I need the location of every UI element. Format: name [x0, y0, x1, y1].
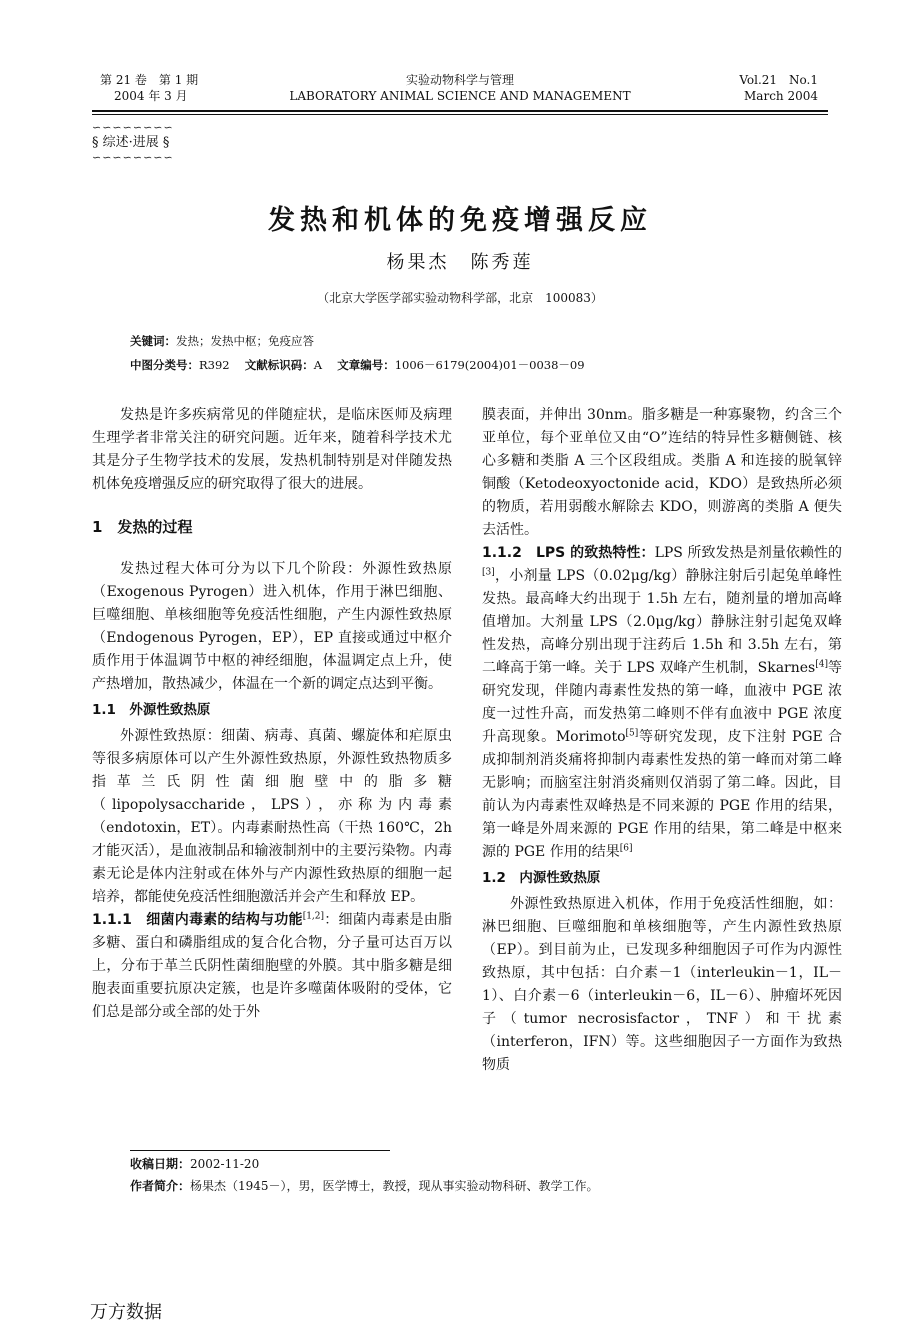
column-section-tag — [92, 122, 204, 166]
author-bio-text: 杨果杰（1945－），男，医学博士，教授，现从事实验动物科研、教学工作。 — [190, 1179, 599, 1193]
subsection-1-1-1-heading: 1.1.1 细菌内毒素的结构与功能 — [92, 912, 303, 928]
subsection-1-1-2-paragraph — [482, 542, 842, 864]
section-1-paragraph: 发热过程大体可分为以下几个阶段：外源性致热原（Exogenous Pyrogen）进入机体，作用于淋巴细胞、巨噬细胞、单核细胞等免疫活性细胞，产生内源性致热原（Endogenous Pyrogen，EP），EP 直接或通过中枢介质作用于体温调节中枢的神经细胞，体温调定点上升，使产热增加，散热减少，体温在一个新的调定点达到平衡。 — [92, 561, 452, 692]
left-column — [92, 404, 452, 1024]
tag-border-bottom: ∽∽∽∽∽∽∽∽ — [92, 151, 174, 164]
article-authors: 杨果杰 陈秀莲 — [386, 252, 534, 273]
doc-code-label: 文献标识码： — [244, 358, 314, 372]
tag-label-text: 综述·进展 — [102, 135, 159, 150]
section-1-heading: 1 发热的过程 — [92, 518, 193, 536]
footnote-author-bio — [130, 1178, 599, 1194]
citation-3: [3] — [482, 567, 495, 578]
issue-volume-en: Vol.21 No.1 — [739, 73, 818, 87]
keywords-label: 关键词： — [130, 334, 176, 348]
citation-6: [6] — [619, 843, 633, 854]
journal-name-cn: 实验动物科学与管理 — [405, 73, 514, 87]
right-column — [482, 404, 842, 1077]
issue-date: 2004 年 3 月 — [114, 89, 188, 103]
classification-line — [130, 357, 585, 373]
section-1-1-paragraph: 外源性致热原：细菌、病毒、真菌、螺旋体和疟原虫等很多病原体可以产生外源性致热原，外源性致热物质多指革兰氏阴性菌细胞壁中的脂多糖（lipopolysaccharide，LPS），亦称为内毒素（endotoxin，ET）。内毒素耐热性高（干热 160℃，2h 才能灭活），是血液制品和输液制剂中的主要污染物。内毒素无论是体内注射或在体外与产内源性致热原的细胞一起培养，都能使免疫活性细胞激活并会产生和释放 EP。 — [92, 728, 452, 905]
subsection-1-1-2-text-b: ，小剂量 LPS（0.02μg/kg）静脉注射后引起兔单峰性发热。最高峰大约出现于 1.5h 左右，随剂量的增加高峰值增加。大剂量 LPS（2.0μg/kg）静脉注射引起兔双峰性发热，高峰分别出现于注药后 1.5h 和 3.5h 左右，第二峰高于第一峰。关于 LPS 双峰产生机制，Skarnes — [482, 568, 842, 676]
citation-1-2: [1,2] — [302, 911, 325, 922]
subsection-1-1-2-heading: 1.1.2 LPS 的致热特性： — [482, 545, 655, 561]
issue-info-en — [700, 72, 818, 104]
tag-label: § 综述·进展 § — [92, 135, 170, 150]
article-title: 发热和机体的免疫增强反应 — [268, 205, 652, 236]
footnote-received — [130, 1156, 259, 1172]
section-1-2-heading: 1.2 内源性致热原 — [482, 870, 601, 886]
tag-border-top: ∽∽∽∽∽∽∽∽ — [92, 121, 174, 134]
subsection-1-1-2-text-d: 等研究发现，皮下注射 PGE 合成抑制剂消炎痛将抑制内毒素性发热的第一峰而对第二峰无影响；而脑室注射消炎痛则仅消弱了第二峰。因此，目前认为内毒素性双峰热是不同来源的 PGE 作用的结果，第一峰是外周来源的 PGE 作用的结果，第二峰是中枢来源的 PGE 作用的结果 — [482, 729, 842, 860]
subsection-1-1-2-text-a: LPS 所致发热是剂量依赖性的 — [654, 545, 842, 561]
section-1-2-paragraph: 外源性致热原进入机体，作用于免疫活性细胞，如：淋巴细胞、巨噬细胞和单核细胞等，产生内源性致热原（EP）。到目前为止，已发现多种细胞因子可作为内源性致热原，其中包括：白介素－1（interleukin－1，IL－1）、白介素－6（interleukin－6，IL－6）、肿瘤坏死因子（tumor necrosisfactor，TNF）和干扰素（interferon，IFN）等。这些细胞因子一方面作为致热物质 — [482, 896, 842, 1073]
wanfang-watermark: 万方数据 — [90, 1302, 162, 1323]
subsection-1-1-2-text-c: 等研究发现，伴随内毒素性发热的第一峰，血液中 PGE 浓度一过性升高，而发热第二峰则不伴有血液中 PGE 浓度升高现象。Morimoto — [482, 660, 843, 745]
doc-code-value: A — [313, 358, 323, 372]
received-label: 收稿日期： — [130, 1157, 191, 1171]
keywords-value: 发热；发热中枢；免疫应答 — [176, 334, 314, 348]
citation-5: [5] — [625, 728, 639, 739]
citation-4: [4] — [815, 659, 828, 670]
header-rule-thick — [92, 110, 828, 112]
issue-volume: 第 21 卷 第 1 期 — [100, 73, 199, 87]
article-number-label: 文章编号： — [337, 358, 395, 372]
issue-date-en: March 2004 — [744, 89, 818, 103]
author-bio-label: 作者简介： — [130, 1179, 191, 1193]
subsection-1-1-1-text: ：细菌内毒素是由脂多糖、蛋白和磷脂组成的复合化合物，分子量可达百万以上，分布于革兰氏阴性菌细胞壁的外膜。其中脂多糖是细胞表面重要抗原决定簇，也是许多噬菌体吸附的受体，它们总是部分或全部的处于外 — [92, 912, 452, 1020]
article-number-value: 1006－6179(2004)01－0038－09 — [394, 358, 585, 372]
subsection-1-1-1-paragraph — [92, 909, 452, 1024]
received-date: 2002-11-20 — [190, 1157, 260, 1171]
header-rule-thin — [92, 114, 828, 115]
footnote-rule — [130, 1150, 390, 1151]
continued-paragraph: 膜表面，并伸出 30nm。脂多糖是一种寡聚物，约含三个亚单位，每个亚单位又由“O”连结的特异性多糖侧链、核心多糖和类脂 A 三个区段组成。类脂 A 和连接的脱氧锌铜酸（Ketodeoxyoctonide acid，KDO）是致热所必须的物质，若用弱酸水解除去 KDO，则游离的类脂 A 便失去活性。 — [482, 407, 842, 538]
journal-name-en: LABORATORY ANIMAL SCIENCE AND MANAGEMENT — [289, 89, 631, 103]
intro-paragraph: 发热是许多疾病常见的伴随症状，是临床医师及病理生理学者非常关注的研究问题。近年来，随着科学技术尤其是分子生物学技术的发展，发热机制特别是对伴随发热机体免疫增强反应的研究取得了很大的进展。 — [92, 407, 452, 492]
section-1-1-heading: 1.1 外源性致热原 — [92, 702, 211, 718]
clc-value: R392 — [199, 358, 230, 372]
keywords — [130, 333, 314, 349]
author-affiliation: （北京大学医学部实验动物科学部，北京 100083） — [317, 291, 603, 305]
clc-label: 中图分类号： — [130, 358, 199, 372]
